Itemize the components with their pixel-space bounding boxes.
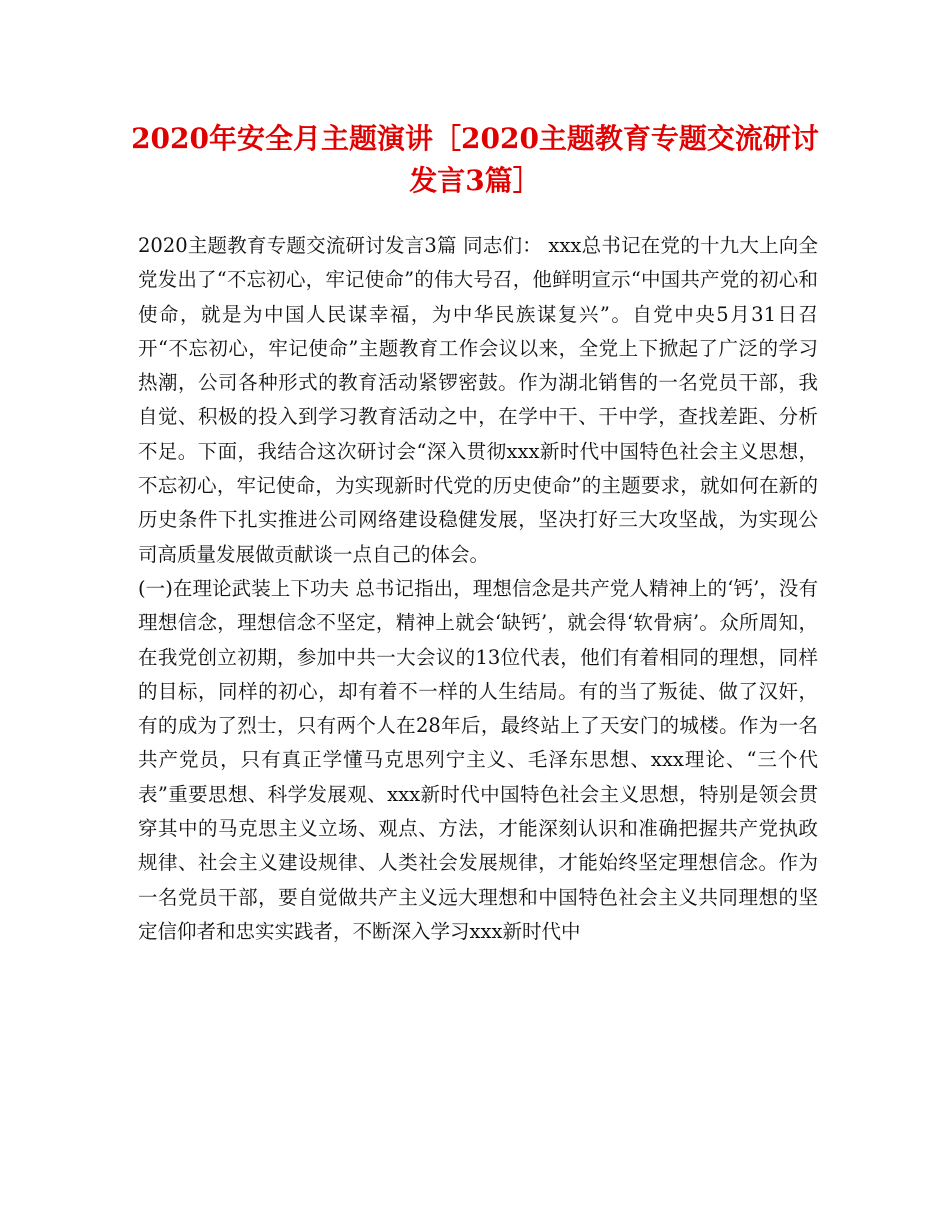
paragraph-intro: 2020主题教育专题交流研讨发言3篇 同志们： xxx总书记在党的十九大上向全党发出了“不忘初心，牢记使命”的伟大号召，他鲜明宣示“中国共产党的初心和使命，就是为中国人民谋幸福，为中华民族谋复兴”。自党中央5月31日召开“不忘初心，牢记使命”主题教育工作会议以来，全党上下掀起了广泛的学习热潮，公司各种形式的教育活动紧锣密鼓。作为湖北销售的一名党员干部，我自觉、积极的投入到学习教育活动之中，在学中干、干中学，查找差距、分析不足。下面，我结合这次研讨会“深入贯彻xxx新时代中国特色社会主义思想，不忘初心，牢记使命，为实现新时代党的历史使命”的主题要求，就如何在新的历史条件下扎实推进公司网络建设稳健发展，坚决打好三大攻坚战，为实现公司高质量发展做贡献谈一点自己的体会。 — [138, 234, 818, 566]
document-title — [90, 118, 860, 202]
document-body — [138, 229, 818, 949]
paragraph-section-1: (一)在理论武装上下功夫 总书记指出，理想信念是共产党人精神上的‘钙’，没有理想信念，理想信念不坚定，精神上就会‘缺钙’，就会得‘软骨病’。众所周知，在我党创立初期，参加中共一大会议的13位代表，他们有着相同的理想，同样的目标，同样的初心，却有着不一样的人生结局。有的当了叛徒、做了汉奸，有的成为了烈士，只有两个人在28年后，最终站上了天安门的城楼。作为一名共产党员，只有真正学懂马克思列宁主义、毛泽东思想、xxx理论、“三个代表”重要思想、科学发展观、xxx新时代中国特色社会主义思想，特别是领会贯穿其中的马克思主义立场、观点、方法，才能深刻认识和准确把握共产党执政规律、社会主义建设规律、人类社会发展规律，才能始终坚定理想信念。作为一名党员干部，要自觉做共产主义远大理想和中国特色社会主义共同理想的坚定信仰者和忠实实践者，不断深入学习xxx新时代中 — [138, 576, 818, 943]
title-line-2: 发言3篇］ — [409, 164, 541, 197]
title-line-1: 2020年安全月主题演讲［2020主题教育专题交流研讨 — [131, 122, 819, 155]
